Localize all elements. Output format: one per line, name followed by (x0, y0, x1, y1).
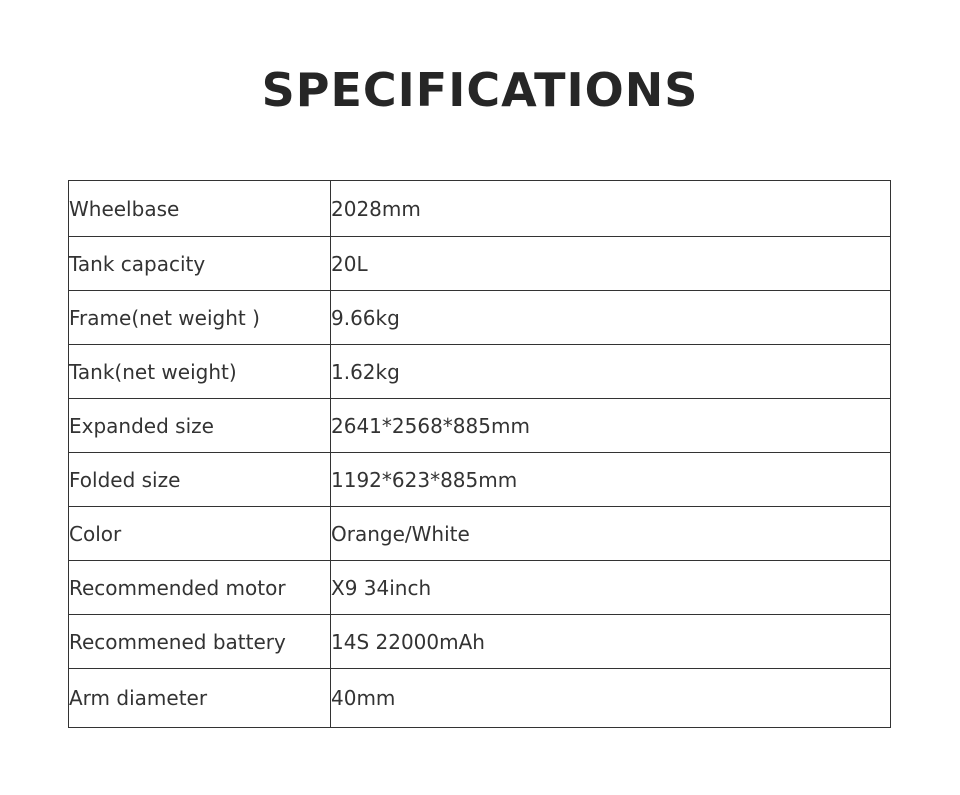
table-row (69, 507, 891, 561)
spec-value: X9 34inch (331, 561, 891, 615)
table-row (69, 345, 891, 399)
spec-label: Folded size (69, 453, 331, 507)
spec-value: 40mm (331, 669, 891, 728)
table-row (69, 615, 891, 669)
spec-label: Expanded size (69, 399, 331, 453)
spec-value: 9.66kg (331, 291, 891, 345)
spec-value: 1.62kg (331, 345, 891, 399)
spec-value: 1192*623*885mm (331, 453, 891, 507)
spec-label: Recommened battery (69, 615, 331, 669)
spec-label: Recommended motor (69, 561, 331, 615)
table-row (69, 399, 891, 453)
table-row (69, 561, 891, 615)
table-row (69, 291, 891, 345)
spec-value: 20L (331, 237, 891, 291)
table-row (69, 453, 891, 507)
spec-label: Frame(net weight ) (69, 291, 331, 345)
spec-value: 2641*2568*885mm (331, 399, 891, 453)
spec-label: Tank(net weight) (69, 345, 331, 399)
spec-value: Orange/White (331, 507, 891, 561)
table-row (69, 669, 891, 728)
spec-label: Arm diameter (69, 669, 331, 728)
table-row (69, 181, 891, 237)
specifications-table (68, 180, 891, 728)
spec-value: 14S 22000mAh (331, 615, 891, 669)
table-row (69, 237, 891, 291)
spec-label: Tank capacity (69, 237, 331, 291)
spec-label: Wheelbase (69, 181, 331, 237)
spec-value: 2028mm (331, 181, 891, 237)
page-title: SPECIFICATIONS (261, 63, 699, 117)
spec-label: Color (69, 507, 331, 561)
